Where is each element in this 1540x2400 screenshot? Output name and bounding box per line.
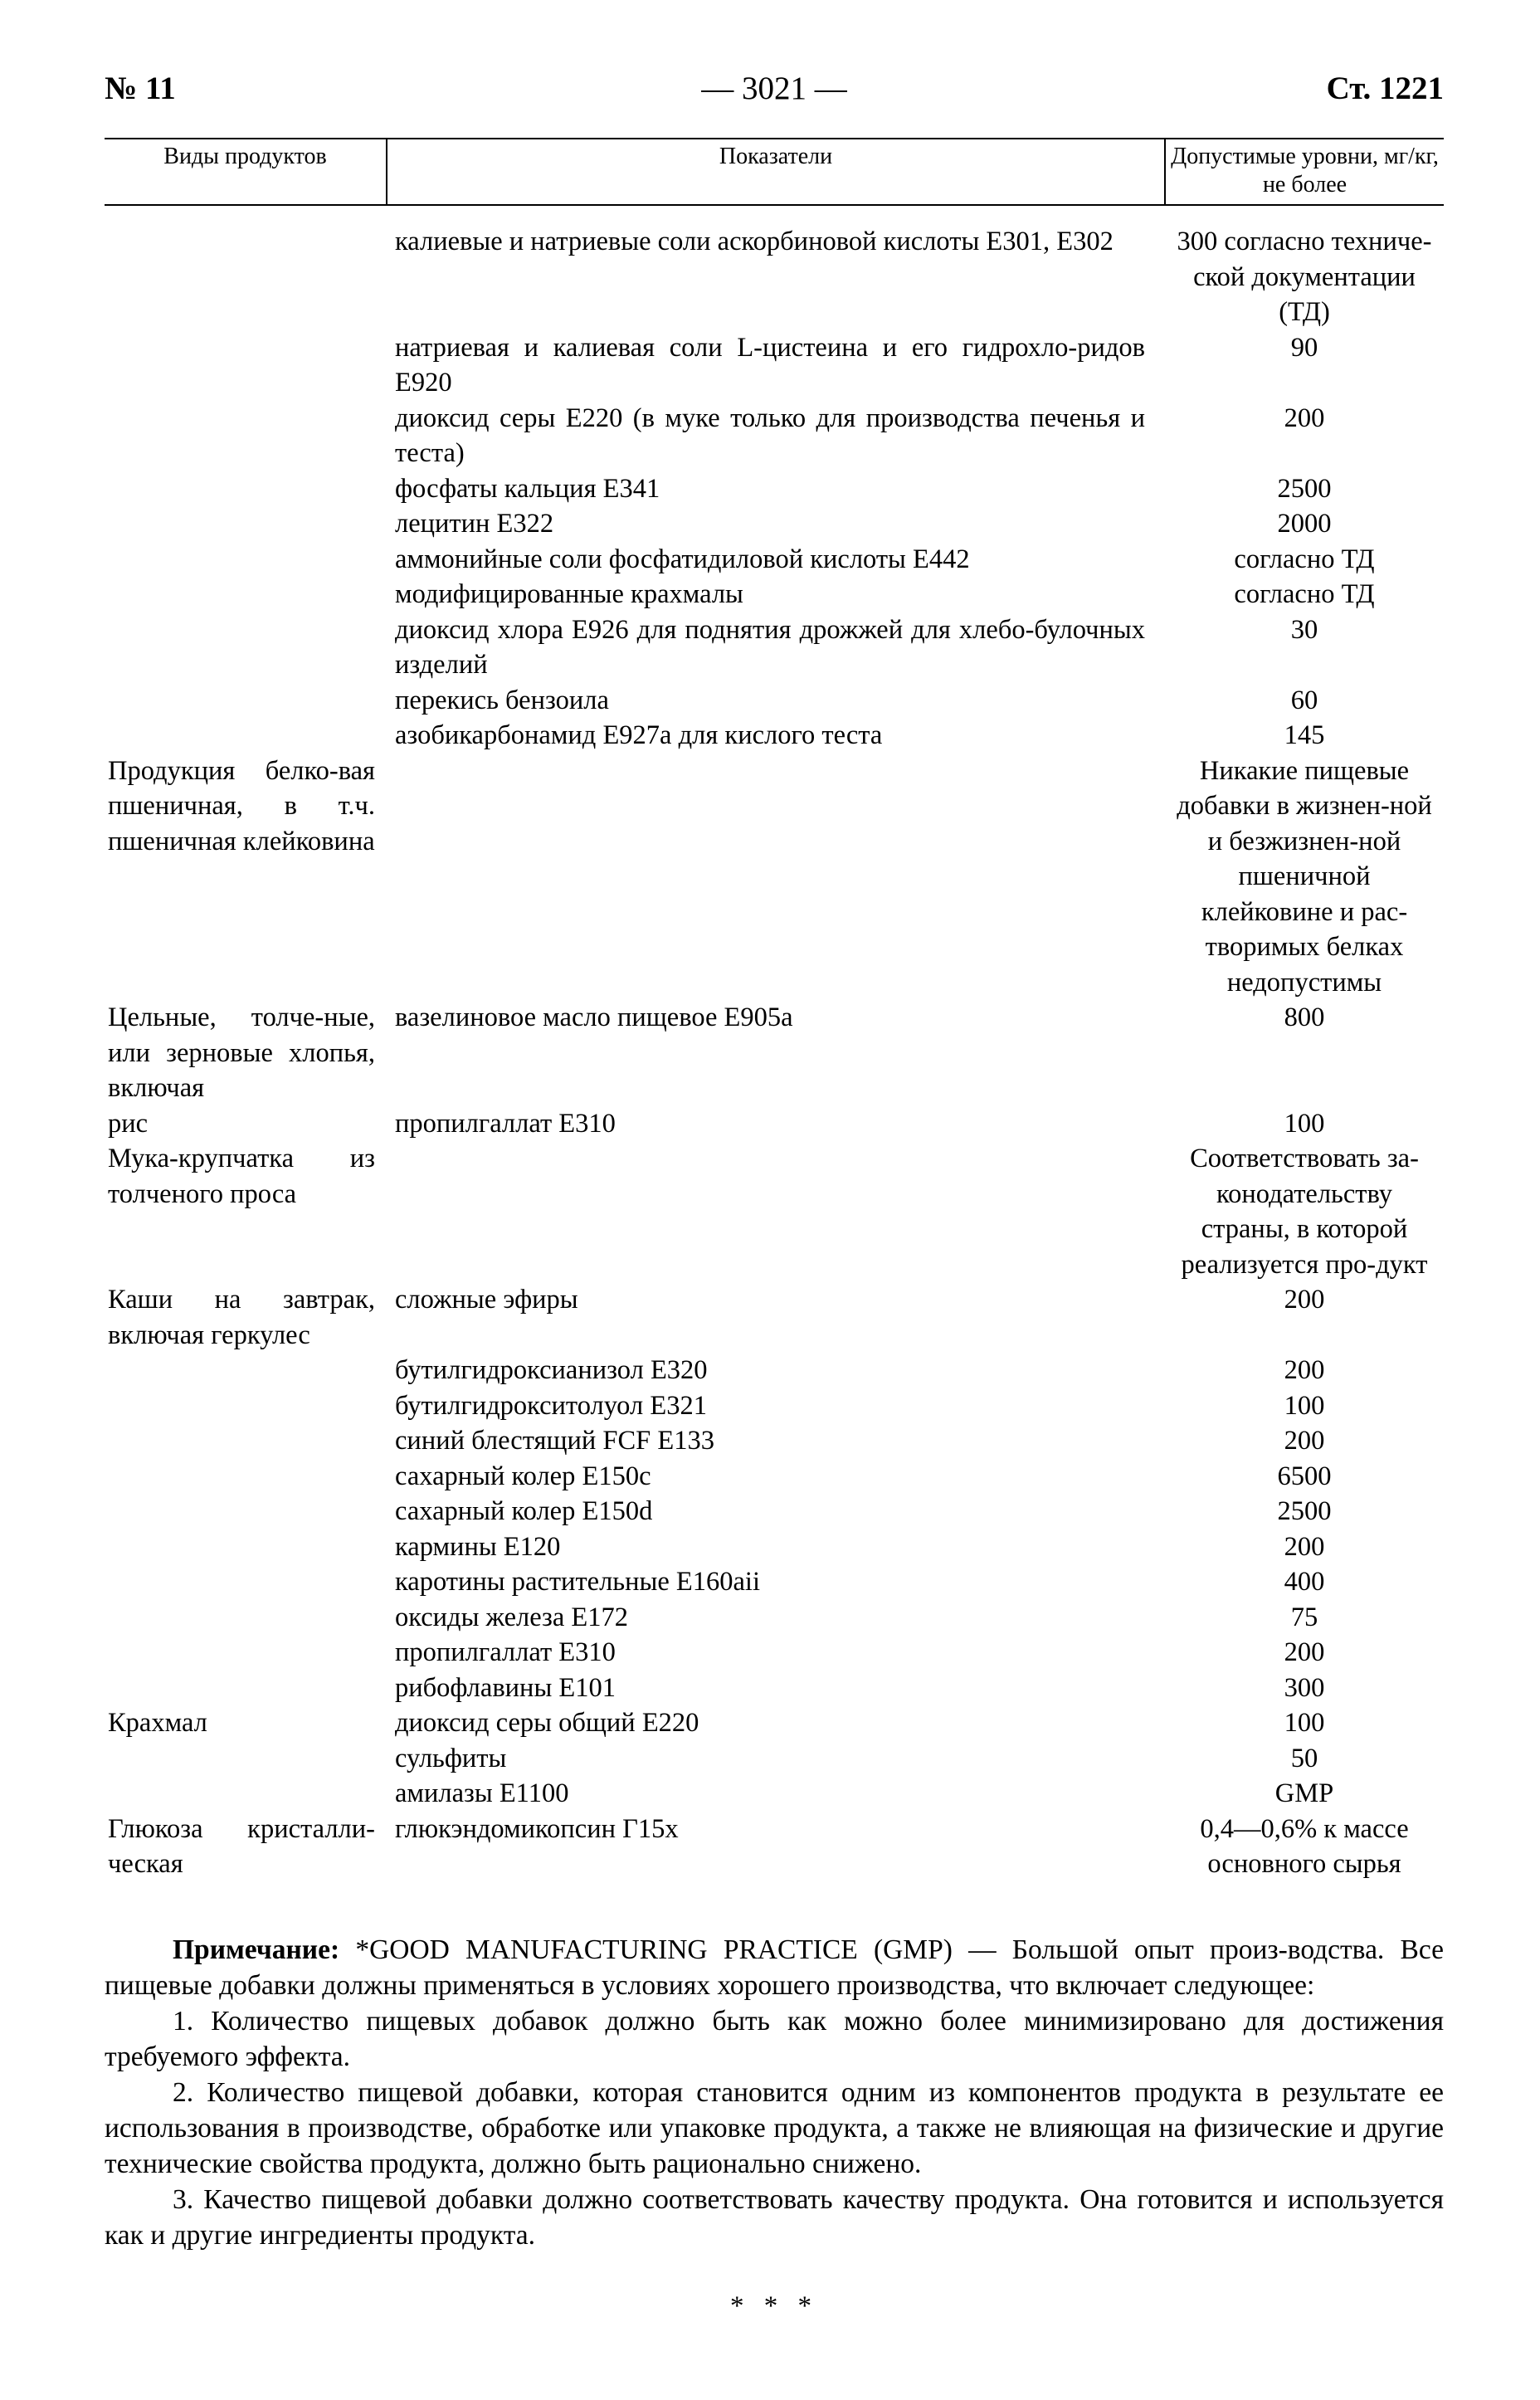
issue-number: № 11	[105, 71, 176, 106]
indicator-cell: сложные эфиры	[395, 1285, 578, 1315]
level-cell: 75	[1290, 1602, 1318, 1632]
indicator-cell: лецитин Е322	[395, 509, 554, 539]
table-row	[105, 205, 1444, 330]
level-cell: 100	[1284, 1390, 1325, 1421]
indicator-cell: синий блестящий FCF Е133	[395, 1426, 714, 1456]
table-row	[105, 1459, 1444, 1495]
additives-table	[105, 138, 1444, 1882]
column-header-indicators: Показатели	[387, 139, 1165, 205]
level-cell: 200	[1284, 402, 1325, 433]
note-section	[105, 1932, 1444, 2253]
table-row	[105, 1776, 1444, 1812]
column-header-products: Виды продуктов	[105, 139, 387, 205]
table-row	[105, 577, 1444, 612]
table-body	[105, 205, 1444, 1882]
table-row	[105, 1282, 1444, 1353]
document-page	[105, 70, 1444, 2322]
product-cell	[105, 506, 387, 542]
product-cell: Продукция белко-вая пшеничная, в т.ч. пшеничная клейковина	[108, 755, 375, 856]
product-cell: Глюкоза кристалли-ческая	[108, 1813, 375, 1879]
product-cell: Цельные, толче-ные, или зерновые хлопья, включая	[108, 1002, 375, 1103]
article-number: Ст. 1221	[1326, 71, 1444, 106]
level-cell: 2000	[1277, 509, 1332, 539]
table-row	[105, 542, 1444, 578]
product-cell	[105, 1459, 387, 1495]
level-cell: 400	[1284, 1567, 1325, 1597]
product-cell	[105, 1494, 387, 1529]
level-cell: 200	[1284, 1531, 1325, 1562]
column-header-levels: Допустимые уровни, мг/кг, не более	[1165, 139, 1444, 205]
note-item: 3. Качество пищевой добавки должно соответствовать качеству продукта. Она готовится и используется как и другие ингредиенты продукта.	[105, 2183, 1444, 2251]
product-cell	[105, 542, 387, 578]
indicator-cell	[387, 754, 1165, 1001]
level-cell: 300	[1284, 1672, 1325, 1703]
indicator-cell	[387, 1141, 1165, 1282]
table-row	[105, 401, 1444, 471]
product-cell	[105, 1741, 387, 1777]
product-cell	[105, 1776, 387, 1812]
product-cell	[105, 1423, 387, 1459]
table-row	[105, 1705, 1444, 1741]
indicator-cell: сахарный колер Е150с	[395, 1461, 651, 1491]
section-separator: * * *	[730, 2290, 818, 2321]
level-cell: 0,4—0,6% к массе основного сырья	[1200, 1813, 1409, 1879]
level-cell: 2500	[1277, 1496, 1332, 1526]
page-number: — 3021 —	[701, 71, 847, 106]
product-cell	[105, 683, 387, 719]
level-cell: Соответствовать за-конодательству страны, в которой реализуется про-дукт	[1181, 1144, 1428, 1280]
level-cell: 60	[1290, 685, 1318, 715]
product-cell	[105, 612, 387, 683]
indicator-cell: азобикарбонамид Е927а для кислого теста	[395, 720, 883, 750]
level-cell: 200	[1284, 1637, 1325, 1667]
level-cell: 800	[1284, 1002, 1325, 1032]
product-cell	[105, 1635, 387, 1671]
level-cell: 200	[1284, 1355, 1325, 1385]
product-cell	[105, 1353, 387, 1388]
indicator-cell: сульфиты	[395, 1743, 507, 1773]
table-row	[105, 1812, 1444, 1882]
indicator-cell: бутилгидроксианизол Е320	[395, 1355, 708, 1385]
level-cell: 200	[1284, 1426, 1325, 1456]
table-row	[105, 1741, 1444, 1777]
product-cell	[105, 205, 387, 330]
indicator-cell: пропилгаллат Е310	[395, 1108, 616, 1139]
indicator-cell: диоксид серы общий Е220	[395, 1708, 699, 1738]
product-cell	[105, 1564, 387, 1600]
table-row	[105, 612, 1444, 683]
table-row	[105, 1564, 1444, 1600]
indicator-cell: диоксид серы Е220 (в муке только для производства печенья и теста)	[395, 402, 1145, 468]
indicator-cell: бутилгидрокситолуол Е321	[395, 1390, 707, 1421]
table-row	[105, 1529, 1444, 1565]
table-row	[105, 1671, 1444, 1706]
table-row	[105, 1106, 1444, 1142]
level-cell: 6500	[1277, 1461, 1332, 1491]
note-intro	[105, 1932, 1444, 2003]
indicator-cell: аммонийные соли фосфатидиловой кислоты Е442	[395, 544, 970, 574]
note-item: 1. Количество пищевых добавок должно быть как можно более минимизировано для достижения требуемого эффекта.	[105, 2005, 1444, 2072]
indicator-cell: модифицированные крахмалы	[395, 579, 743, 609]
product-cell: Каши на завтрак, включая геркулес	[108, 1285, 375, 1350]
indicator-cell: кармины Е120	[395, 1531, 561, 1562]
level-cell: 200	[1284, 1285, 1325, 1315]
product-cell: рис	[108, 1108, 149, 1139]
product-cell: Крахмал	[108, 1708, 207, 1738]
product-cell	[105, 401, 387, 471]
level-cell: 300 согласно техниче-ской документации (ТД)	[1177, 227, 1432, 327]
indicator-cell: перекись бензоила	[395, 685, 609, 715]
table-row	[105, 1141, 1444, 1282]
level-cell: согласно ТД	[1234, 544, 1375, 574]
table-row	[105, 1494, 1444, 1529]
indicator-cell: натриевая и калиевая соли L-цистеина и его гидрохло-ридов Е920	[395, 332, 1145, 398]
table-row	[105, 1388, 1444, 1424]
level-cell: 145	[1284, 720, 1325, 750]
table-row	[105, 718, 1444, 754]
indicator-cell: пропилгаллат Е310	[395, 1637, 616, 1667]
level-cell: GMP	[1274, 1778, 1334, 1808]
level-cell: согласно ТД	[1234, 579, 1375, 609]
table-row	[105, 1635, 1444, 1671]
note-label: Примечание:	[173, 1934, 340, 1965]
note-intro-text: *GOOD MANUFACTURING PRACTICE (GMP) — Большой опыт произ-водства. Все пищевые добавки должны применяться в условиях хорошего производства, что включает следующее:	[105, 1934, 1444, 2001]
product-cell	[105, 330, 387, 401]
note-item: 2. Количество пищевой добавки, которая становится одним из компонентов продукта в результате ее использования в производстве, обработке или упаковке продукта, а также не влияющая на физические и другие технические свойства продукта, должно быть рационально снижено.	[105, 2076, 1444, 2179]
level-cell: 100	[1284, 1108, 1325, 1139]
table-row	[105, 1600, 1444, 1636]
level-cell: 50	[1290, 1743, 1318, 1773]
table-row	[105, 754, 1444, 1001]
table-row	[105, 506, 1444, 542]
indicator-cell: рибофлавины Е101	[395, 1672, 616, 1703]
indicator-cell: фосфаты кальция Е341	[395, 473, 660, 504]
indicator-cell: каротины растительные Е160aii	[395, 1567, 760, 1597]
product-cell	[105, 1600, 387, 1636]
table-row	[105, 330, 1444, 401]
level-cell: Никакие пищевые добавки в жизнен-ной и безжизнен-ной пшеничной клейковине и рас-творимых белках недопустимы	[1177, 755, 1432, 998]
page-header	[105, 70, 1444, 123]
product-cell	[105, 577, 387, 612]
indicator-cell: калиевые и натриевые соли аскорбиновой кислоты Е301, Е302	[395, 227, 1114, 256]
table-row	[105, 471, 1444, 507]
indicator-cell: вазелиновое масло пищевое Е905а	[395, 1002, 793, 1032]
table-row	[105, 1353, 1444, 1388]
indicator-cell: сахарный колер Е150d	[395, 1496, 653, 1526]
table-row	[105, 1000, 1444, 1106]
indicator-cell: диоксид хлора Е926 для поднятия дрожжей для хлебо-булочных изделий	[395, 614, 1145, 680]
level-cell: 90	[1290, 332, 1318, 363]
indicator-cell: глюкэндомикопсин Г15х	[395, 1813, 679, 1844]
level-cell: 2500	[1277, 473, 1332, 504]
indicator-cell: амилазы Е1100	[395, 1778, 569, 1808]
indicator-cell: оксиды железа Е172	[395, 1602, 629, 1632]
table-row	[105, 1423, 1444, 1459]
product-cell	[105, 1671, 387, 1706]
table-header-row	[105, 139, 1444, 205]
level-cell: 100	[1284, 1708, 1325, 1738]
product-cell: Мука-крупчатка из толченого проса	[108, 1144, 375, 1209]
product-cell	[105, 718, 387, 754]
product-cell	[105, 1529, 387, 1565]
level-cell: 30	[1290, 614, 1318, 645]
product-cell	[105, 1388, 387, 1424]
product-cell	[105, 471, 387, 507]
table-row	[105, 683, 1444, 719]
